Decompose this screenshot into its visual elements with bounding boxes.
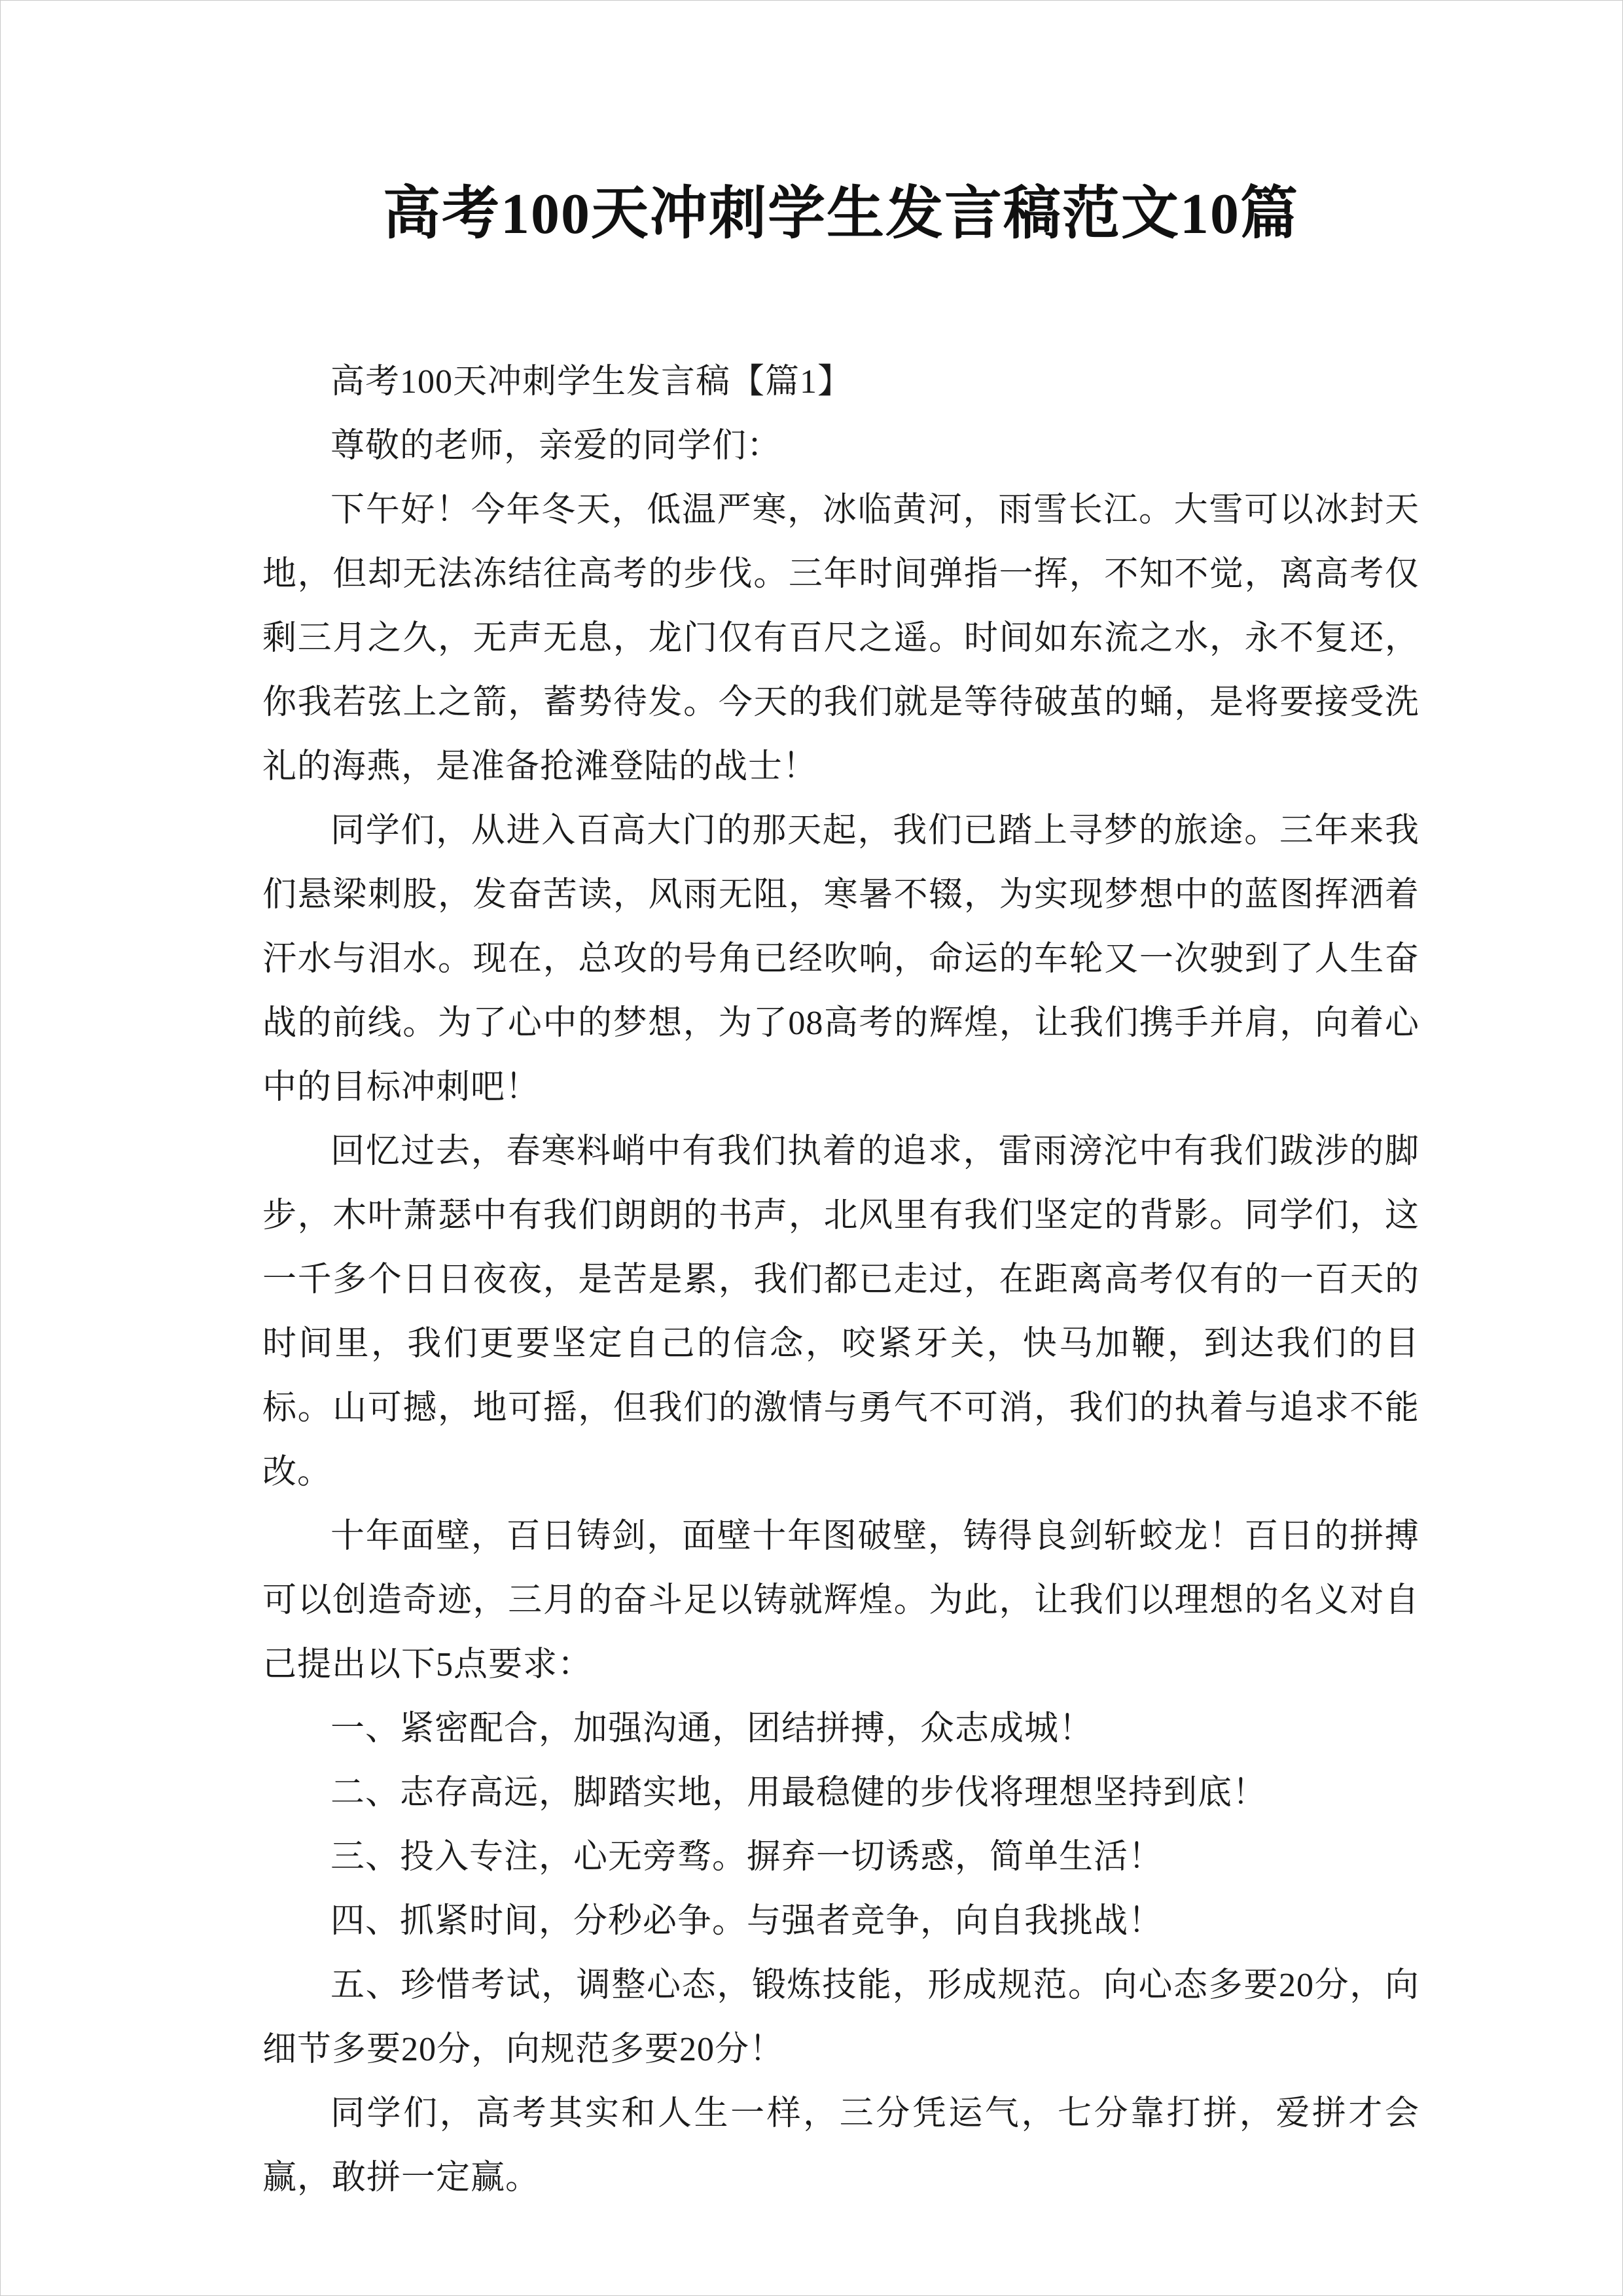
list-item-5: 五、珍惜考试，调整心态，锻炼技能，形成规范。向心态多要20分，向细节多要20分，向规范多要20分！ — [262, 1967, 1419, 2069]
list-item-2: 二、志存高远，脚踏实地，用最稳健的步伐将理想坚持到底！ — [330, 1774, 1268, 1812]
document-title: 高考100天冲刺学生发言稿范文10篇 — [382, 183, 1299, 246]
paragraph-salutation: 尊敬的老师，亲爱的同学们： — [330, 427, 782, 465]
list-item-4: 四、抓紧时间，分秒必争。与强者竞争，向自我挑战！ — [330, 1903, 1164, 1941]
paragraph-closing: 同学们，高考其实和人生一样，三分凭运气，七分靠打拼，爱拼才会赢，敢拼一定赢。 — [262, 2095, 1419, 2197]
paragraph: 下午好！今年冬天，低温严寒，冰临黄河，雨雪长江。大雪可以冰封天地，但却无法冻结往高考的步伐。三年时间弹指一挥，不知不觉，离高考仅剩三月之久，无声无息，龙门仅有百尺之遥。时间如东流之水，永不复还，你我若弦上之箭，蓄势待发。今天的我们就是等待破茧的蛹，是将要接受洗礼的海燕，是准备抢滩登陆的战士！ — [262, 492, 1419, 786]
list-item-3: 三、投入专注，心无旁骛。摒弃一切诱惑，简单生活！ — [330, 1839, 1164, 1876]
paragraph-section-heading: 高考100天冲刺学生发言稿【篇1】 — [330, 363, 853, 401]
paragraph: 十年面壁，百日铸剑，面壁十年图破壁，铸得良剑斩蛟龙！百日的拼搏可以创造奇迹，三月的奋斗足以铸就辉煌。为此，让我们以理想的名义对自己提出以下5点要求： — [262, 1518, 1419, 1684]
paragraph: 同学们，从进入百高大门的那天起，我们已踏上寻梦的旅途。三年来我们悬梁刺股，发奋苦读，风雨无阻，寒暑不辍，为实现梦想中的蓝图挥洒着汗水与泪水。现在，总攻的号角已经吹响，命运的车轮又一次驶到了人生奋战的前线。为了心中的梦想，为了08高考的辉煌，让我们携手并肩，向着心中的目标冲刺吧！ — [262, 812, 1419, 1107]
paragraph: 回忆过去，春寒料峭中有我们执着的追求，雷雨滂沱中有我们跋涉的脚步，木叶萧瑟中有我们朗朗的书声，北风里有我们坚定的背影。同学们，这一千多个日日夜夜，是苦是累，我们都已走过，在距离高考仅有的一百天的时间里，我们更要坚定自己的信念，咬紧牙关，快马加鞭，到达我们的目标。山可撼，地可摇，但我们的激情与勇气不可消，我们的执着与追求不能改。 — [262, 1133, 1419, 1492]
list-item-1: 一、紧密配合，加强沟通，团结拼搏，众志成城！ — [330, 1710, 1094, 1748]
document-body — [262, 350, 1419, 2210]
